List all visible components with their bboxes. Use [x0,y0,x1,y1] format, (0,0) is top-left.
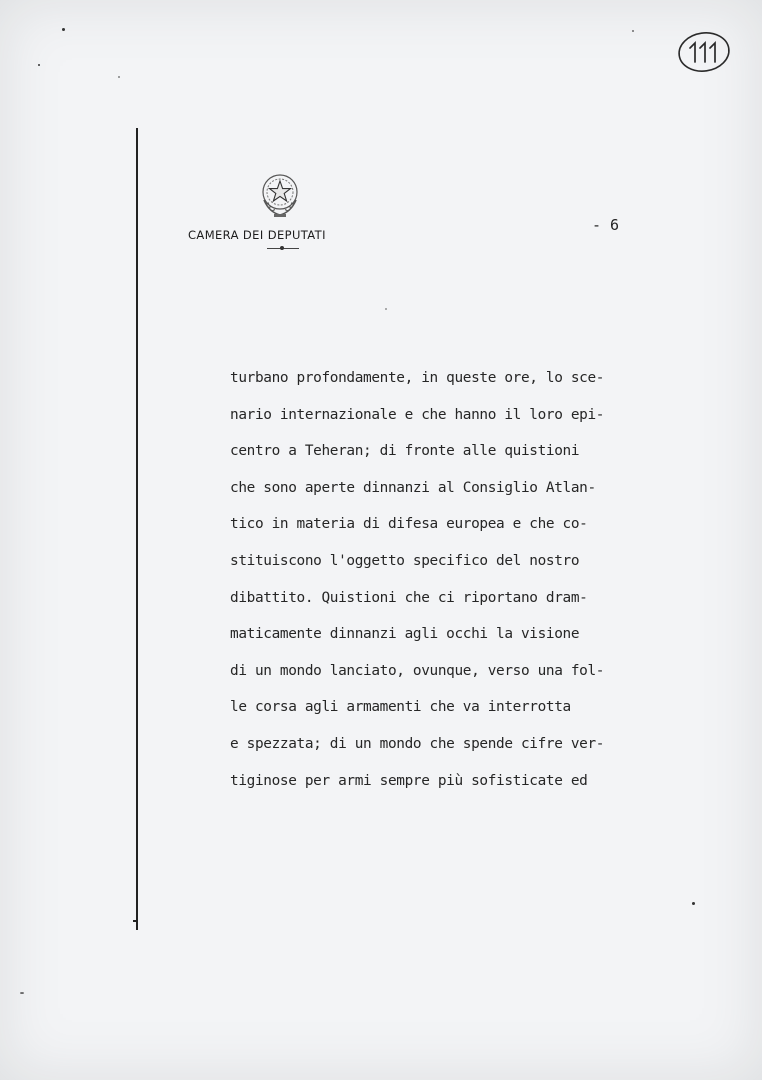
ink-speck [20,992,24,994]
text-line: stituiscono l'oggetto specifico del nostro [230,552,580,569]
handwritten-page-stamp [676,30,732,74]
text-line: nario internazionale e che hanno il loro epi- [230,406,605,423]
page-number: - 6 [592,216,620,234]
text-line: maticamente dinnanzi agli occhi la visione [230,626,580,643]
text-line: centro a Teheran; di fronte alle quistioni [230,443,580,460]
letterhead-divider-dot [280,246,284,250]
ink-speck [62,28,65,31]
text-line: tiginose per armi sempre più sofisticate ed [230,772,588,789]
letterhead-title: CAMERA DEI DEPUTATI [188,228,326,242]
text-line: di un mondo lanciato, ovunque, verso una fol- [230,662,605,679]
text-line: e spezzata; di un mondo che spende cifre ver- [230,735,605,752]
ink-speck [118,76,120,78]
ink-speck [632,30,634,32]
ink-speck [385,308,387,310]
ink-speck [692,902,695,905]
text-line: le corsa agli armamenti che va interrotta [230,699,571,716]
text-line: tico in materia di difesa europea e che co- [230,516,588,533]
text-line: dibattito. Quistioni che ci riportano dram- [230,589,588,606]
ink-speck [38,64,40,66]
margin-rule-tick [133,920,138,922]
republic-emblem-icon [257,170,303,220]
handwritten-stamp-circle-icon [676,30,732,74]
margin-rule [136,128,138,930]
text-line: turbano profondamente, in queste ore, lo sce- [230,370,605,386]
text-line: che sono aperte dinnanzi al Consiglio Atlan- [230,479,596,496]
body-text [230,360,670,799]
